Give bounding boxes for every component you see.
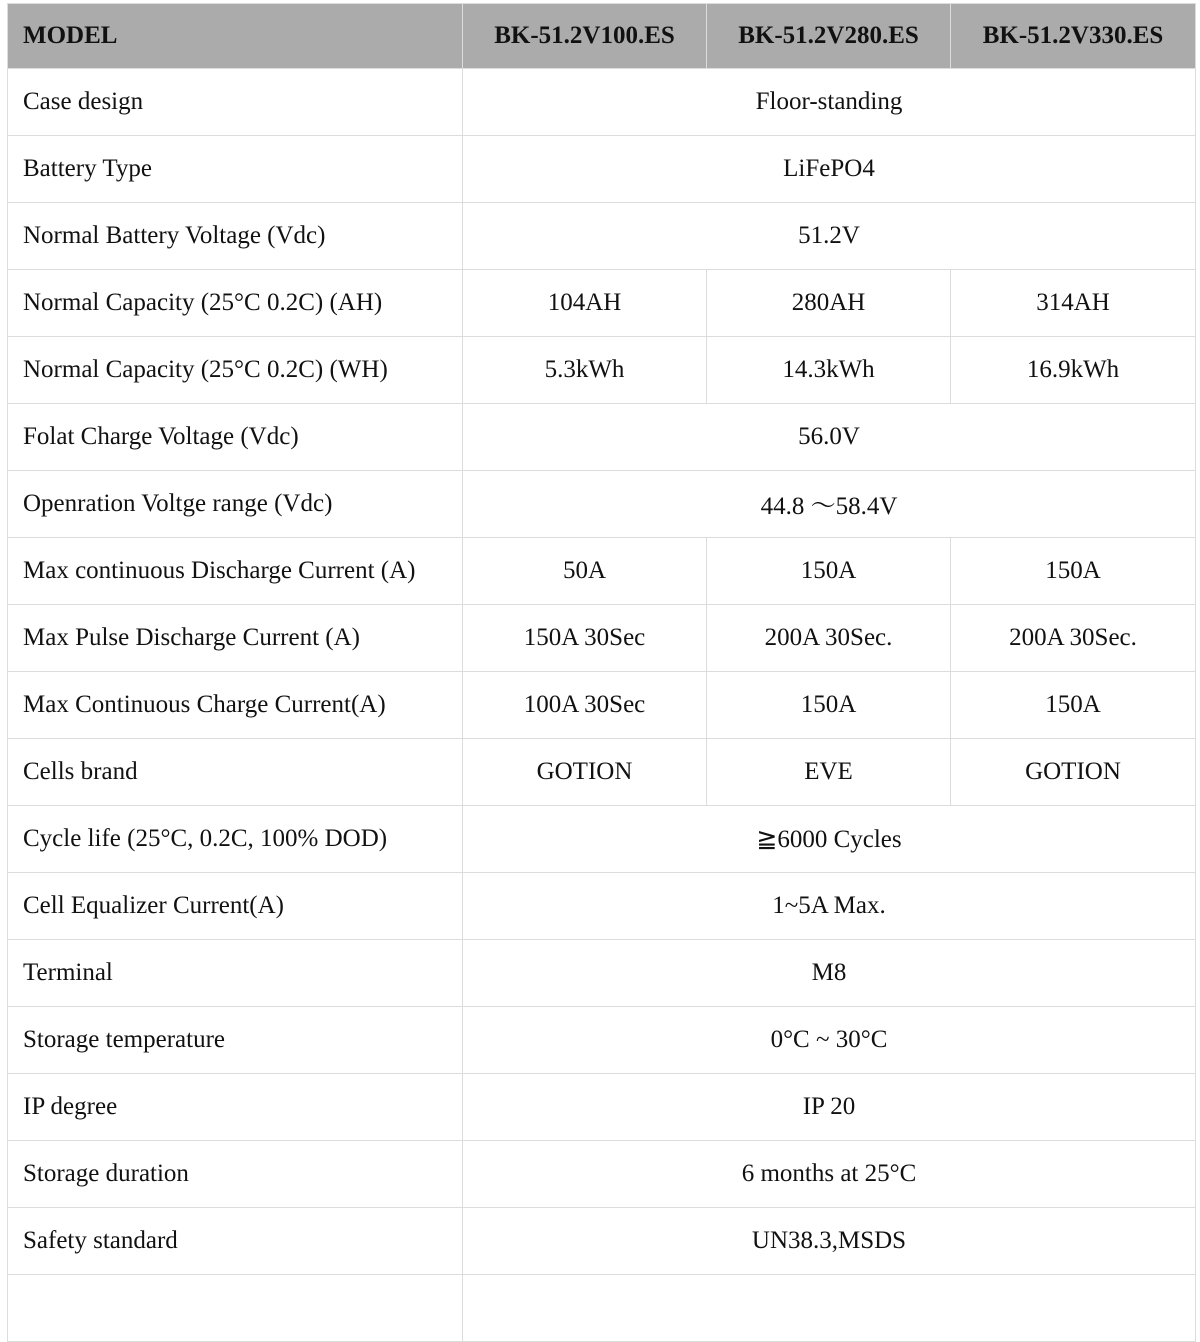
row-value: EVE xyxy=(707,739,951,806)
row-label: Normal Capacity (25°C 0.2C) (WH) xyxy=(8,337,463,404)
spec-table xyxy=(7,3,1196,1342)
header-row xyxy=(8,4,1196,69)
row-label: Storage temperature xyxy=(8,1007,463,1074)
row-value: IP 20 xyxy=(463,1074,1196,1141)
row-label: Cell Equalizer Current(A) xyxy=(8,873,463,940)
table-row xyxy=(8,940,1196,1007)
row-label: Max continuous Discharge Current (A) xyxy=(8,538,463,605)
table-row xyxy=(8,136,1196,203)
row-value: 200A 30Sec. xyxy=(707,605,951,672)
row-value: UN38.3,MSDS xyxy=(463,1208,1196,1275)
row-label: Storage duration xyxy=(8,1141,463,1208)
row-value: 150A xyxy=(951,538,1196,605)
row-value: 44.8 ～58.4V xyxy=(463,471,1196,538)
row-value: 200A 30Sec. xyxy=(951,605,1196,672)
row-value: 50A xyxy=(463,538,707,605)
table-row xyxy=(8,806,1196,873)
row-value: 280AH xyxy=(707,270,951,337)
table-row xyxy=(8,270,1196,337)
row-value: 16.9kWh xyxy=(951,337,1196,404)
row-value: Floor-standing xyxy=(463,69,1196,136)
row-label: Openration Voltge range (Vdc) xyxy=(8,471,463,538)
row-value: 51.2V xyxy=(463,203,1196,270)
table-row xyxy=(8,1007,1196,1074)
row-value: 150A xyxy=(707,672,951,739)
row-value: 150A xyxy=(707,538,951,605)
table-row xyxy=(8,739,1196,806)
row-value: 0°C ~ 30°C xyxy=(463,1007,1196,1074)
row-label xyxy=(8,1275,463,1342)
row-value: 1~5A Max. xyxy=(463,873,1196,940)
table-row-partial xyxy=(8,1275,1196,1342)
header-model-1: BK-51.2V100.ES xyxy=(463,4,707,69)
row-value: M8 xyxy=(463,940,1196,1007)
row-value: 5.3kWh xyxy=(463,337,707,404)
row-value: 150A 30Sec xyxy=(463,605,707,672)
row-label: Case design xyxy=(8,69,463,136)
table-row xyxy=(8,1208,1196,1275)
table-row xyxy=(8,471,1196,538)
row-value xyxy=(463,1275,1196,1342)
row-label: Folat Charge Voltage (Vdc) xyxy=(8,404,463,471)
table-row xyxy=(8,672,1196,739)
row-value: 104AH xyxy=(463,270,707,337)
table-row xyxy=(8,605,1196,672)
row-value: 150A xyxy=(951,672,1196,739)
row-value: 14.3kWh xyxy=(707,337,951,404)
row-label: IP degree xyxy=(8,1074,463,1141)
table-row xyxy=(8,1141,1196,1208)
row-value: 314AH xyxy=(951,270,1196,337)
row-label: Battery Type xyxy=(8,136,463,203)
row-label: Cycle life (25°C, 0.2C, 100% DOD) xyxy=(8,806,463,873)
table-row xyxy=(8,337,1196,404)
table-row xyxy=(8,873,1196,940)
table-row xyxy=(8,69,1196,136)
table-row xyxy=(8,404,1196,471)
row-label: Normal Battery Voltage (Vdc) xyxy=(8,203,463,270)
table-row xyxy=(8,538,1196,605)
header-model-3: BK-51.2V330.ES xyxy=(951,4,1196,69)
row-label: Max Pulse Discharge Current (A) xyxy=(8,605,463,672)
row-value: GOTION xyxy=(951,739,1196,806)
row-value: LiFePO4 xyxy=(463,136,1196,203)
row-value: 100A 30Sec xyxy=(463,672,707,739)
row-value: 6 months at 25°C xyxy=(463,1141,1196,1208)
row-label: Normal Capacity (25°C 0.2C) (AH) xyxy=(8,270,463,337)
row-label: Terminal xyxy=(8,940,463,1007)
header-model: MODEL xyxy=(8,4,463,69)
row-label: Max Continuous Charge Current(A) xyxy=(8,672,463,739)
table-row xyxy=(8,203,1196,270)
row-value: GOTION xyxy=(463,739,707,806)
header-model-2: BK-51.2V280.ES xyxy=(707,4,951,69)
row-label: Cells brand xyxy=(8,739,463,806)
row-value: 56.0V xyxy=(463,404,1196,471)
row-label: Safety standard xyxy=(8,1208,463,1275)
table-row xyxy=(8,1074,1196,1141)
row-value: ≧6000 Cycles xyxy=(463,806,1196,873)
